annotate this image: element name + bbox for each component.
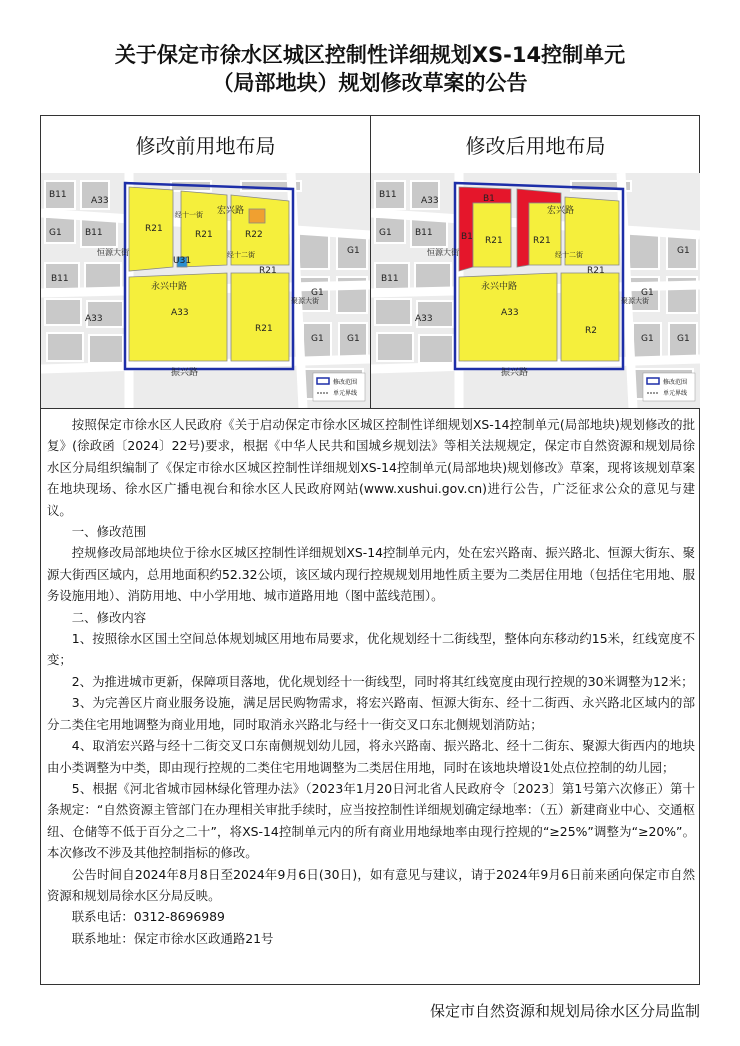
map-label: R21 (255, 324, 273, 334)
map-label: R21 (195, 230, 213, 240)
notice-body (47, 414, 695, 949)
legend-label: 单元界线 (333, 390, 358, 397)
map-label: G1 (641, 288, 654, 298)
road-label: 恒源大街 (97, 248, 129, 257)
map-label: U31 (173, 256, 192, 266)
notice-title-line1: 关于保定市徐水区城区控制性详细规划XS-14控制单元 (114, 43, 626, 67)
paragraph-item-1: 1、按照徐水区国土空间总体规划城区用地布局要求，优化规划经十二街线型，整体向东移动约15米，红线宽度不变； (47, 631, 695, 668)
road-label: 振兴路 (501, 368, 529, 378)
map-label: A33 (85, 314, 103, 324)
road-label: 永兴中路 (151, 282, 188, 292)
map-label: G1 (49, 228, 62, 238)
map-label: B11 (85, 228, 103, 238)
map-label: R21 (587, 266, 605, 276)
map-label: B1 (483, 194, 495, 204)
notice-title-line2: （局部地块）规划修改草案的公告 (212, 71, 528, 95)
legend-label: 单元界线 (663, 390, 688, 397)
heading-content: 二、修改内容 (71, 609, 147, 625)
map-label: B11 (49, 190, 67, 200)
map-label: R21 (259, 266, 277, 276)
road-label: 聚源大街 (291, 297, 319, 305)
map-label: G1 (677, 246, 690, 256)
map-label: R21 (145, 224, 163, 234)
map-label: G1 (311, 334, 324, 344)
map-label: A33 (501, 308, 519, 318)
map-label: B11 (379, 190, 397, 200)
paragraph-item-3: 3、为完善区片商业服务设施，满足居民购物需求，将宏兴路南、恒源大街东、经十二街西、永兴路北区域内的部分二类住宅用地调整为商业用地，同时取消永兴路北与经十一街交叉口东北侧规划消防站； (47, 695, 695, 732)
map-label: R21 (485, 236, 503, 246)
map-label: B11 (415, 228, 433, 238)
map-label: A33 (415, 314, 433, 324)
map-label: A33 (421, 196, 439, 206)
map-label: G1 (347, 334, 360, 344)
maps-row (41, 173, 699, 409)
panel-title-after: 修改后用地布局 (371, 116, 700, 174)
map-label: R21 (533, 236, 551, 246)
map-label: G1 (677, 334, 690, 344)
map-before (41, 173, 371, 408)
paragraph-period: 公告时间自2024年8月8日至2024年9月6日(30日)，如有意见与建议，请于2024年9月6日前来函向保定市自然资源和规划局徐水区分局反映。 (47, 866, 695, 903)
road-label: 永兴中路 (481, 282, 518, 292)
road-label: 经十一街 (175, 211, 203, 219)
map-after-svg (371, 173, 700, 408)
contact-address: 联系地址：保定市徐水区政通路21号 (71, 930, 274, 946)
map-label: R2 (585, 326, 597, 336)
map-after (371, 173, 700, 408)
map-label: G1 (311, 288, 324, 298)
heading-scope: 一、修改范围 (71, 524, 147, 540)
map-label: R22 (245, 230, 263, 240)
map-label: G1 (641, 334, 654, 344)
road-label: 振兴路 (171, 368, 199, 378)
map-label: B11 (51, 274, 69, 284)
road-label: 经十二街 (227, 251, 255, 259)
contact-phone: 联系电话：0312-8696989 (71, 909, 225, 925)
road-label: 聚源大街 (621, 297, 649, 305)
legend-label: 修改范围 (333, 379, 358, 386)
paragraph-item-5: 5、根据《河北省城市园林绿化管理办法》（2023年1月20日河北省人民政府令〔2023〕第1号第六次修正）第十条规定：“自然资源主管部门在办理相关审批手续时，应当按控制性详细规划确定绿地率：（五）新建商业中心、交通枢纽、仓储等不低于百分之二十”，将XS-14控制单元内的所有商业用地绿地率由现行控规的“≥25%”调整为“≥20%”。本次修改不涉及其他控制指标的修改。 (47, 780, 695, 861)
map-label: A33 (171, 308, 189, 318)
legend-label: 修改范围 (663, 379, 688, 386)
map-before-svg (41, 173, 370, 408)
paragraph-item-2: 2、为推进城市更新，保障项目落地，优化规划经十一街线型，同时将其红线宽度由现行控规的30米调整为12米； (71, 673, 694, 689)
footer-issuer: 保定市自然资源和规划局徐水区分局监制 (429, 1002, 700, 1020)
map-label: B11 (381, 274, 399, 284)
paragraph-item-4: 4、取消宏兴路与经十二街交叉口东南侧规划幼儿园，将永兴路南、振兴路北、经十二街东、聚源大街西内的地块由小类调整为中类，即由现行控规的二类住宅用地调整为二类居住用地，同时在该地块增设1处点位控制的幼儿园； (47, 738, 695, 775)
road-label: 恒源大街 (427, 248, 459, 257)
road-label: 经十二街 (555, 251, 583, 259)
road-label: 宏兴路 (217, 206, 245, 216)
road-label: 宏兴路 (547, 206, 575, 216)
paragraph-intro: 按照保定市徐水区人民政府《关于启动保定市徐水区城区控制性详细规划XS-14控制单元(局部地块)规划修改的批复》(徐政函〔2024〕22号)要求，根据《中华人民共和国城乡规划法》等相关法规规定，保定市自然资源和规划局徐水区分局组织编制了《保定市徐水区城区控制性详细规划XS-14控制单元(局部地块)规划修改》草案，现将该规划草案在地块现场、徐水区广播电视台和徐水区人民政府网站(www.xushui.gov.cn)进行公告，广泛征求公众的意见与建议。 (47, 417, 695, 518)
panel-title-before: 修改前用地布局 (41, 116, 371, 174)
map-label: A33 (91, 196, 109, 206)
paragraph-scope: 控规修改局部地块位于徐水区城区控制性详细规划XS-14控制单元内，处在宏兴路南、振兴路北、恒源大街东、聚源大街西区域内，总用地面积约52.32公顷，该区域内现行控规规划用地性质主要为二类居住用地（包括住宅用地、服务设施用地）、消防用地、中小学用地、城市道路用地（图中蓝线范围）。 (47, 545, 695, 604)
notice-frame (40, 115, 700, 985)
map-label: G1 (379, 228, 392, 238)
map-label: B1 (461, 232, 473, 242)
map-label: G1 (347, 246, 360, 256)
